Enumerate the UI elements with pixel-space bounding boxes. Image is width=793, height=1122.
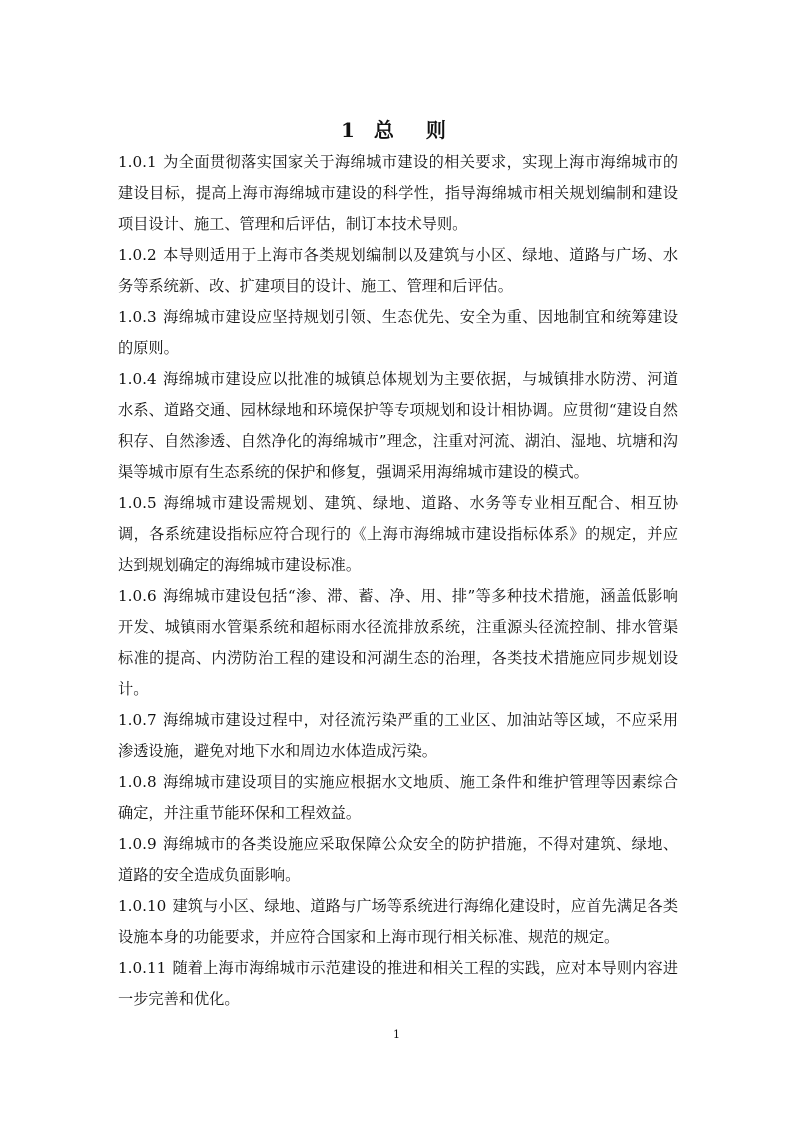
clause-1-0-6 <box>118 581 678 705</box>
clause-number: 1.0.5 <box>118 494 157 512</box>
page-number: 1 <box>393 1028 400 1041</box>
clause-text: 海绵城市建设过程中，对径流污染严重的工业区、加油站等区域，不应采用渗透设施，避免对地下水和周边水体造成污染。 <box>118 711 678 760</box>
clause-number: 1.0.8 <box>118 773 157 791</box>
chapter-title: 1 总 则 <box>341 118 452 142</box>
clause-text: 海绵城市建设应以批准的城镇总体规划为主要依据，与城镇排水防涝、河道水系、道路交通、园林绿地和环境保护等专项规划和设计相协调。应贯彻“建设自然积存、自然渗透、自然净化的海绵城市”理念，注重对河流、湖泊、湿地、坑塘和沟渠等城市原有生态系统的保护和修复，强调采用海绵城市建设的模式。 <box>118 370 678 481</box>
clause-text: 海绵城市建设包括“渗、滞、蓄、净、用、排”等多种技术措施，涵盖低影响开发、城镇雨水管渠系统和超标雨水径流排放系统，注重源头径流控制、排水管渠标准的提高、内涝防治工程的建设和河湖生态的治理，各类技术措施应同步规划设计。 <box>118 587 678 698</box>
clause-1-0-9 <box>118 829 678 891</box>
clause-text: 为全面贯彻落实国家关于海绵城市建设的相关要求，实现上海市海绵城市的建设目标，提高上海市海绵城市建设的科学性，指导海绵城市相关规划编制和建设项目设计、施工、管理和后评估，制订本技术导则。 <box>118 153 678 233</box>
clause-1-0-10 <box>118 891 678 953</box>
clause-number: 1.0.11 <box>118 959 167 977</box>
clause-number: 1.0.1 <box>118 153 157 171</box>
clause-number: 1.0.4 <box>118 370 157 388</box>
clause-1-0-1 <box>118 147 678 240</box>
clause-text: 海绵城市的各类设施应采取保障公众安全的防护措施，不得对建筑、绿地、道路的安全造成负面影响。 <box>118 835 678 884</box>
clause-1-0-3 <box>118 302 678 364</box>
clause-text: 海绵城市建设需规划、建筑、绿地、道路、水务等专业相互配合、相互协调，各系统建设指标应符合现行的《上海市海绵城市建设指标体系》的规定，并应达到规划确定的海绵城市建设标准。 <box>118 494 678 574</box>
clause-1-0-5 <box>118 488 678 581</box>
clause-1-0-11 <box>118 953 678 1015</box>
clause-number: 1.0.10 <box>118 897 167 915</box>
clause-text: 本导则适用于上海市各类规划编制以及建筑与小区、绿地、道路与广场、水务等系统新、改、扩建项目的设计、施工、管理和后评估。 <box>118 246 678 295</box>
clause-number: 1.0.9 <box>118 835 157 853</box>
clause-1-0-7 <box>118 705 678 767</box>
clause-number: 1.0.2 <box>118 246 157 264</box>
clause-text: 建筑与小区、绿地、道路与广场等系统进行海绵化建设时，应首先满足各类设施本身的功能要求，并应符合国家和上海市现行相关标准、规范的规定。 <box>118 897 678 946</box>
clause-number: 1.0.7 <box>118 711 157 729</box>
clause-text: 海绵城市建设项目的实施应根据水文地质、施工条件和维护管理等因素综合确定，并注重节能环保和工程效益。 <box>118 773 678 822</box>
clause-text: 海绵城市建设应坚持规划引领、生态优先、安全为重、因地制宜和统筹建设的原则。 <box>118 308 678 357</box>
clause-number: 1.0.6 <box>118 587 157 605</box>
clause-1-0-8 <box>118 767 678 829</box>
clause-1-0-4 <box>118 364 678 488</box>
clause-1-0-2 <box>118 240 678 302</box>
clause-number: 1.0.3 <box>118 308 157 326</box>
clause-list <box>118 147 678 1015</box>
clause-text: 随着上海市海绵城市示范建设的推进和相关工程的实践，应对本导则内容进一步完善和优化。 <box>118 959 678 1008</box>
